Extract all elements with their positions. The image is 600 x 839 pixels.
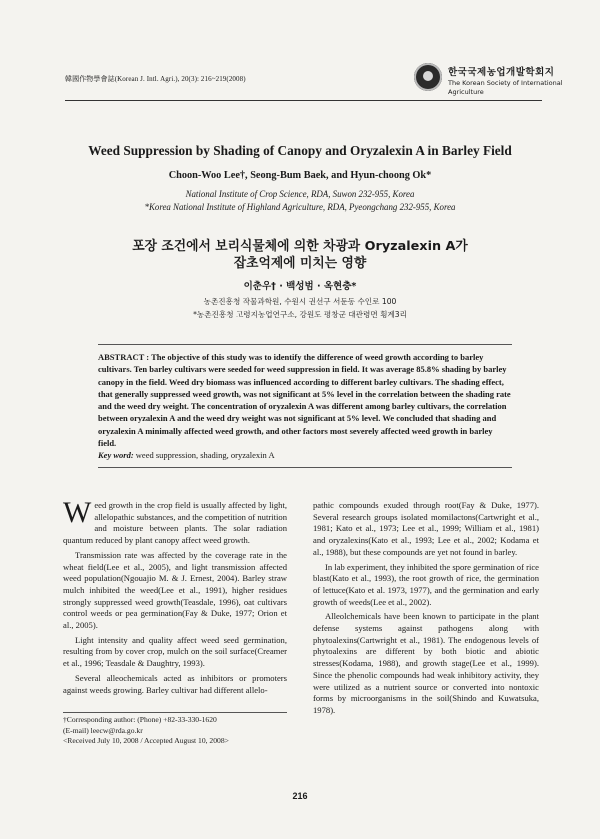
society-name-korean: 한국국제농업개발학회지	[448, 67, 555, 78]
affiliation-1: National Institute of Crop Science, RDA, Suwon 232-955, Korea	[185, 189, 415, 199]
society-name	[448, 64, 578, 96]
paragraph: Transmission rate was affected by the coverage rate in the wheat field(Lee et al., 2005), and light transmission affected weed population(Ngouajio M. & J. Ernest, 2004). Barley straw mulch inhibited the weed(Lee et al., 1991), higher residues strongly suppressed weed growth(Teasdale, 1996), oat cultivars control weeds or pea germination(Fay & Duke, 1977; Orion et al., 2005).	[63, 549, 287, 631]
abstract-bottom-rule	[98, 467, 512, 468]
footnote-corresponding-author: †Corresponding author: (Phone) +82-33-330-1620	[63, 715, 217, 724]
paragraph: Weed growth in the crop field is usually affected by light, allelopathic substances, and the competition of nutrition and moisture between plants. The solar radiation quantum reduced by plant canopy affect weed growth.	[63, 496, 287, 546]
korean-affiliation-1: 농촌진흥청 작물과학원, 수원시 권선구 서둔동 수인로 100	[203, 297, 397, 306]
korean-affiliation-2: *농촌진흥청 고령지농업연구소, 강원도 평창군 대관령면 횡계3리	[193, 310, 407, 319]
paragraph: In lab experiment, they inhibited the spore germination of rice blast(Kato et al., 1993), the root growth of rice, the germination of lettuce(Kato et al. 1973, 1977), and the germination and early growth of weeds(Lee et al., 2002).	[313, 561, 539, 607]
korean-title-line-1: 포장 조건에서 보리식물체에 의한 차광과 Oryzalexin A가	[132, 239, 468, 254]
paper-title: Weed Suppression by Shading of Canopy and Oryzalexin A in Barley Field	[88, 143, 512, 158]
abstract-top-rule	[98, 344, 512, 345]
keywords	[98, 450, 512, 460]
drop-cap: W	[63, 496, 92, 529]
korean-title-line-2: 잡초억제에 미치는 영향	[233, 256, 367, 271]
paragraph: Light intensity and quality affect weed seed germination, resulting from by cover crop, mulch on the soil surface(Creamer et al., 1996; Teasdale & Daughtry, 1993).	[63, 634, 287, 669]
society-seal-logo-icon	[414, 63, 442, 91]
keywords-text: weed suppression, shading, oryzalexin A	[133, 450, 275, 460]
footnote-rule	[63, 712, 287, 713]
footnote-received-date: <Received July 10, 2008 / Accepted August 10, 2008>	[63, 736, 229, 745]
society-name-english-2: Agriculture	[448, 88, 484, 96]
society-name-english-1: The Korean Society of International	[448, 79, 563, 87]
journal-reference: 韓國作物學會誌(Korean J. Intl. Agri.), 20(3): 216~219(2008)	[65, 75, 246, 83]
paragraph: pathic compounds exuded through root(Fay & Duke, 1977). Several research groups isolated momilactons(Cartwright et al., 1981; Kato et al., 1973; Lee et al., 1999; William et al., 1981) and oryzalexins(Kato et al., 1993; Lee et al., 2002; Kodama et al., 1988), but these compounds are yet not found in barley.	[313, 500, 539, 557]
footnote-email: (E-mail) leecw@rda.go.kr	[63, 725, 143, 735]
footnotes	[63, 715, 291, 747]
paragraph: Alleolchemicals have been known to participate in the plant defense systems against pathogens along with phytoalexins(Cartwright et al., 1981). The endogenous levels of phytoalexins are different by both biotic and abiotic stresses(Kodama, 1988), and growth stage(Lee et al., 1999). Since the phenolic compounds had weak inhibitory activity, they were utilized as a nutrient source or converted into nontoxic forms by microorganisms in the soil(Shindo and Kuwatsuka, 1978).	[313, 611, 539, 715]
keywords-label: Key word:	[98, 450, 134, 460]
body-right-column	[313, 500, 539, 720]
page-number: 216	[292, 791, 308, 801]
abstract: ABSTRACT : The objective of this study was to identify the difference of weed growth according to barley cultivars. Ten barley cultivars were seeded for weed suppression in field. It was average 85.8% shading by barley canopy in the field. Weed dry biomass was influenced according to different barley cultivars. The shading effect, that generally suppressed weed growth, was not significant at 5% level in the correlation between the shading rate and the weed dry weight. The concentration of oryzalexin A was different among barley cultivars, the correlation between oryzalexin A and the weed dry weight was not significant at 5% level. We concluded that shading and oryzalexin A minimally affected weed growth, and other factors most severely affected weed growth in barley field.	[98, 352, 511, 449]
paper-authors: Choon-Woo Lee†, Seong-Bum Baek, and Hyun-choong Ok*	[168, 170, 432, 181]
paragraph: Several alleochemicals acted as inhibitors or promoters against weeds growing. Barley cultivar had different allelo-	[63, 672, 287, 695]
body-left-column	[63, 496, 287, 699]
korean-authors: 이춘우† · 백성범 · 옥현충*	[243, 281, 357, 292]
header-divider	[65, 100, 542, 101]
affiliation-2: *Korea National Institute of Highland Agriculture, RDA, Pyeongchang 232-955, Korea	[144, 202, 456, 212]
